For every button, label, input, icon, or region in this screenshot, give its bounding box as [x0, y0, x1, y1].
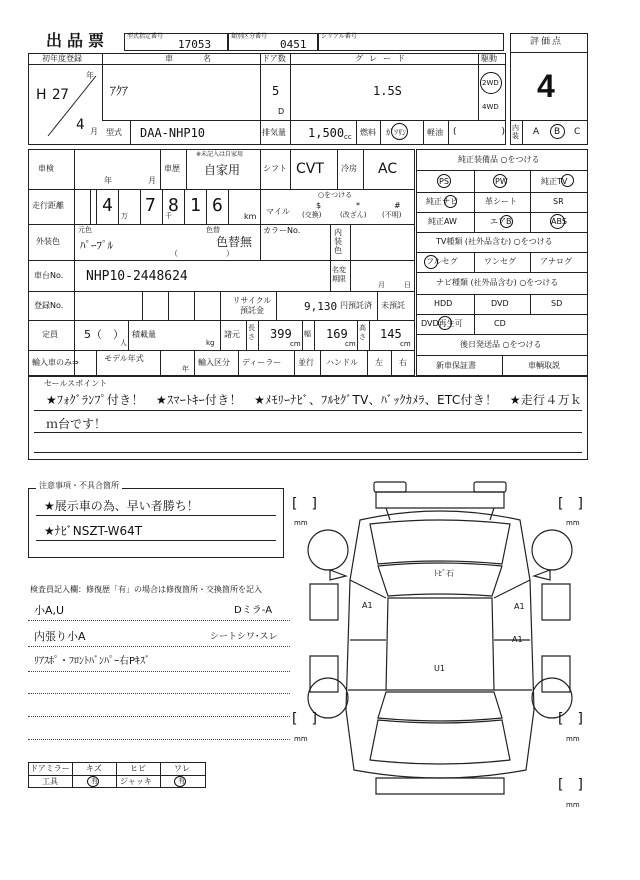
equip-airbag: エアB	[490, 217, 512, 226]
car-name-label: 車名	[165, 54, 241, 63]
recycle-unit: 円預託済	[340, 301, 372, 310]
mileage-digit-4: 1	[190, 195, 201, 216]
model-label: 型式	[106, 128, 122, 137]
drive-2wd: 2WD	[482, 79, 499, 87]
navi-dvd-play-circle	[438, 316, 452, 330]
tread-mm-rear-left: mm	[294, 735, 308, 743]
chassis-value: NHP10-2448624	[86, 269, 188, 284]
unknown-symbol: #	[394, 201, 401, 210]
name-change-label: 名変期限	[332, 266, 346, 283]
acc-break: ワレ	[174, 764, 190, 773]
acc-tool: 工具	[42, 777, 58, 786]
color-change-label: 色替	[206, 226, 220, 234]
exchange-label: (交換)	[302, 211, 322, 219]
recycle-value: 9,130	[304, 300, 338, 313]
damage-roof: U1	[434, 664, 445, 673]
mark-instruction: ○をつける	[318, 191, 353, 199]
genuine-label: 純正装備品 ○をつける	[458, 155, 540, 164]
color-change-value: 色替無	[216, 235, 253, 249]
car-name-value: ｱｸｱ	[110, 84, 129, 98]
interior-c: C	[574, 127, 581, 137]
equip-genuine-tv: 純正TV	[541, 177, 568, 186]
color-code-label: カラーNo.	[263, 226, 301, 235]
navi-sd: SD	[551, 299, 563, 308]
damage-right-front: A1	[514, 602, 525, 611]
later-shipment-label: 後日発送品 ○をつける	[460, 340, 542, 349]
tv-fullseg-circle	[424, 255, 438, 269]
interior-a: A	[533, 127, 540, 137]
doors-d: D	[278, 107, 285, 116]
name-change-month: 月	[378, 281, 385, 289]
inspector-line-1-left: 小A,U	[34, 604, 65, 617]
later-manual: 車輌取説	[528, 361, 560, 370]
first-reg-label: 初年度登録	[42, 54, 82, 63]
ac-label: 冷房	[341, 164, 357, 173]
name-change-day: 日	[404, 281, 411, 289]
recycle-label: リサイクル預託金	[232, 296, 272, 315]
displacement-value: 1,500	[308, 126, 345, 140]
handle-label: ハンドル	[326, 358, 358, 367]
interior-b-circle	[550, 124, 565, 139]
import-label: 輸入車のみ⇒	[32, 358, 79, 367]
class-number-label: 類別区分番号	[231, 33, 268, 40]
acc-scratch: キズ	[86, 764, 102, 773]
mileage-man-unit: 万	[121, 212, 128, 220]
first-reg-era: H	[36, 87, 47, 103]
notes-line-2: ★ﾅﾋﾞNSZT-W64T	[44, 524, 143, 538]
shaken-year-unit: 年	[104, 176, 112, 185]
shaken-label: 車検	[38, 164, 54, 173]
equip-genuine-navi-circle	[444, 195, 457, 208]
mileage-digit-1: 4	[102, 195, 113, 216]
import-class-label: 輸入区分	[198, 358, 230, 367]
capacity-unit: 人	[120, 339, 127, 347]
handle-right: 右	[399, 358, 407, 367]
history-note: ※未記入は自家用	[196, 151, 244, 158]
navi-dvd-play: DVD再生可	[421, 319, 463, 328]
tread-mm-front-left: mm	[294, 519, 308, 527]
length-label: 長さ	[248, 324, 255, 341]
sales-point-line-2: ｍ台です！	[46, 417, 107, 431]
acc-jack-circle	[174, 776, 186, 787]
tread-mm-front-right: mm	[566, 519, 580, 527]
tread-bracket-rear-right: [ ]	[558, 711, 583, 727]
equip-abs: ABS	[551, 217, 567, 226]
sheet-title: 出品票	[46, 31, 110, 50]
mileage-digit-5: 6	[212, 195, 223, 216]
mileage-km-unit: km	[244, 212, 257, 221]
model-value: DAA-NHP10	[140, 126, 206, 140]
inspector-line-2-left: 内張り小A	[34, 630, 86, 643]
history-label: 車歴	[164, 164, 180, 173]
score-label: 評価点	[530, 37, 564, 47]
equip-airbag-circle	[500, 215, 513, 228]
model-year-unit: 年	[182, 365, 189, 373]
tv-fullseg: フルセグ	[426, 257, 458, 266]
mileage-digit-3: 8	[168, 195, 179, 216]
capacity-label: 定員	[42, 330, 58, 339]
equip-pw-circle	[493, 174, 507, 188]
acc-tool-present: 有	[91, 777, 98, 785]
inspector-line-2-right: シートシワ･スレ	[210, 632, 278, 642]
height-value: 145	[380, 327, 402, 341]
fuel-gasoline: ｶﾞｿﾘﾝ	[386, 128, 406, 137]
equip-genuine-aw: 純正AW	[428, 217, 457, 226]
interior-b: B	[554, 127, 561, 137]
exchange-symbol: $	[316, 201, 322, 210]
shift-label: シフト	[263, 164, 287, 173]
tread-bracket-front-left: [ ]	[292, 496, 317, 512]
tv-type-label: TV種類 (社外品含む) ○をつける	[436, 237, 553, 246]
dims-label: 諸元	[224, 330, 240, 339]
equip-genuine-tv-circle	[561, 174, 574, 187]
inspector-line-3: ﾘｱｽﾎﾟ・ﾌﾛﾝﾄﾊﾞﾝﾊﾟｰ右Pｷｽﾞ	[34, 656, 151, 667]
color-label: 外装色	[36, 237, 60, 246]
orig-color-label: 元色	[78, 226, 92, 234]
damage-windshield: ﾄﾋﾞ石	[434, 569, 454, 578]
length-value: 399	[270, 327, 292, 341]
length-unit: cm	[290, 340, 301, 348]
doors-label: ドア数	[262, 54, 286, 63]
mile-label: マイル	[266, 207, 290, 216]
class-number-value: 0451	[280, 38, 307, 51]
inspector-label: 検査員記入欄：修復歴「有」の場合は修復箇所・交換箇所を記入	[30, 585, 262, 594]
equip-sr: SR	[553, 197, 564, 206]
tread-bracket-spare: [ ]	[558, 777, 583, 793]
model-year-label: モデル年式	[104, 354, 144, 363]
notes-label: 注意事項・不具合箇所	[36, 482, 122, 490]
damage-left-front: A1	[362, 601, 373, 610]
width-unit: cm	[345, 340, 356, 348]
fuel-other-bracket: ( )	[453, 127, 506, 137]
grade-label: グレード	[355, 54, 411, 63]
drive-2wd-circle	[480, 72, 502, 94]
notes-line-1: ★展示車の為、早い者勝ち！	[44, 499, 199, 513]
navi-type-label: ナビ種類 (社外品含む) ○をつける	[436, 278, 559, 287]
drive-4wd: 4WD	[482, 103, 499, 111]
navi-hdd: HDD	[434, 299, 453, 308]
sales-point-line-1: ★ﾌｫｸﾞﾗﾝﾌﾟ付き！ ★ｽﾏｰﾄｷｰ付き！ ★ﾒﾓﾘｰﾅﾋﾞ、ﾌﾙｾｸﾞTV、ﾊﾞｯｸｶﾒﾗ、ETC付き！ ★走行４万ｋ	[46, 393, 583, 407]
ac-value: AC	[378, 161, 398, 177]
height-label: 高さ	[359, 324, 366, 341]
first-reg-year-unit: 年	[86, 71, 94, 80]
equip-leather: 革シート	[485, 197, 517, 206]
later-warranty: 新車保証書	[436, 361, 476, 370]
height-unit: cm	[400, 340, 411, 348]
navi-cd: CD	[494, 319, 506, 328]
displacement-label: 排気量	[262, 128, 286, 137]
tread-mm-rear-right: mm	[566, 735, 580, 743]
mileage-sen-unit: 千	[165, 212, 172, 220]
type-number-value: 17053	[178, 38, 212, 51]
fuel-diesel: 軽油	[427, 128, 443, 137]
handle-left: 左	[375, 358, 383, 367]
tread-bracket-rear-left: [ ]	[292, 711, 317, 727]
damage-right-rear: A1	[512, 635, 523, 644]
sales-point-box	[28, 376, 588, 460]
import-parallel: 並行	[298, 358, 314, 367]
width-label: 幅	[304, 330, 311, 338]
capacity-value: 5（ ）	[84, 328, 124, 341]
drive-label: 駆動	[481, 54, 497, 63]
grade-value: 1.5S	[373, 84, 402, 98]
registration-label: 登録No.	[34, 301, 64, 310]
import-dealer: ディーラー	[242, 358, 282, 367]
first-reg-year: 27	[52, 87, 69, 103]
color-paren: （ ）	[170, 249, 234, 258]
acc-jack: ジャッキ	[120, 777, 152, 786]
tv-oneseg: ワンセグ	[484, 257, 516, 266]
equip-ps-circle	[437, 174, 451, 188]
sales-point-label: セールスポイント	[44, 379, 108, 388]
tread-bracket-front-right: [ ]	[558, 496, 583, 512]
acc-jack-present: 有	[178, 777, 185, 785]
score-value: 4	[537, 68, 555, 104]
fuel-label: 燃料	[360, 128, 376, 137]
mileage-label: 走行距離	[32, 201, 64, 210]
altered-symbol: *	[356, 201, 360, 210]
history-value: 自家用	[204, 163, 241, 177]
interior-color-label: 内装色	[334, 228, 342, 255]
fuel-gasoline-circle	[391, 123, 408, 140]
first-reg-month: 4	[76, 117, 85, 133]
shift-value: CVT	[296, 161, 324, 177]
shaken-month-unit: 月	[148, 176, 156, 185]
navi-dvd: DVD	[491, 299, 509, 308]
orig-color-value: ﾊﾟｰﾌﾟﾙ	[80, 239, 113, 252]
acc-door-mirror: ドアミラー	[30, 764, 70, 773]
load-unit: kg	[206, 339, 215, 347]
acc-crack: ヒビ	[130, 764, 146, 773]
width-value: 169	[326, 327, 348, 341]
unknown-label: (不明)	[382, 211, 402, 219]
first-reg-month-unit: 月	[90, 127, 98, 136]
equip-abs-circle	[550, 214, 565, 229]
inspector-line-1-right: Dミラ-A	[234, 605, 273, 616]
tv-analog: アナログ	[540, 257, 572, 266]
equip-ps: PS	[439, 177, 449, 186]
tread-mm-spare: mm	[566, 801, 580, 809]
equip-pw: PW	[495, 177, 508, 186]
chassis-label: 車台No.	[34, 271, 64, 280]
altered-label: (改ざん)	[340, 211, 367, 219]
equip-genuine-navi: 純正ナビ	[426, 197, 458, 206]
serial-number-label: シリアル番号	[321, 33, 357, 40]
type-number-label: 型式指定番号	[127, 33, 164, 40]
vehicle-damage-diagram	[290, 480, 590, 810]
acc-tool-circle	[87, 776, 99, 787]
mileage-digit-2: 7	[145, 195, 156, 216]
load-label: 積載量	[132, 330, 156, 339]
interior-label: 内装	[512, 124, 519, 140]
displacement-unit: cc	[344, 133, 352, 141]
recycle-status: 未預託	[381, 301, 405, 310]
doors-value: 5	[272, 84, 280, 98]
